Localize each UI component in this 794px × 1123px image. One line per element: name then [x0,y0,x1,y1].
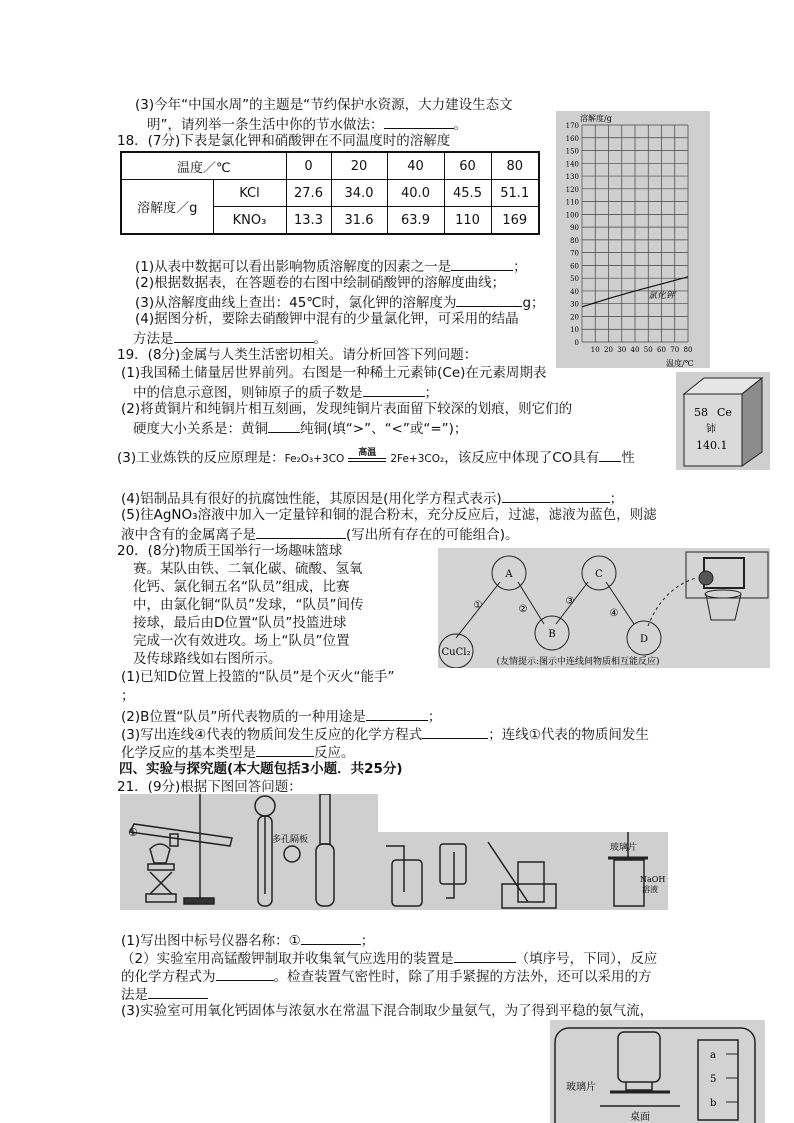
link-label: ① [473,600,483,611]
temp-cell: 40 [387,152,444,180]
answer-blank [216,966,274,981]
temp-cell: 80 [491,152,539,180]
answer-blank [384,114,454,129]
label-1: ① [128,826,138,839]
answer-blank [422,724,488,739]
substance-cell: KNO₃ [213,207,286,235]
q18-title: 18．(7分)下表是氯化钾和硝酸钾在不同温度时的溶解度 [117,133,451,149]
equation-right: 2Fe+3CO₂ [390,453,445,465]
question-text: 方法是 [133,331,174,347]
y-tick-label: 100 [565,211,579,220]
q17-line2 [147,114,467,134]
question-text: ；连线①代表的物质间发生 [488,727,649,743]
y-tick-label: 0 [574,339,579,347]
table-row [121,180,539,207]
answer-blank [148,984,208,999]
x-tick-label: 80 [683,346,693,354]
link-label: ③ [565,596,575,607]
question-text: 纯铜(填“>”、“<”或“=”)； [300,421,468,437]
q20-line: 接球，最后由D位置“队员”投篮进球 [133,615,347,631]
section-4-heading: 四、实验与探究题(本大题包括3小题．共25分) [119,761,403,777]
value-cell: 51.1 [491,180,539,207]
q21-s2c [121,966,652,986]
punct: ； [513,259,527,275]
x-tick-label: 10 [590,346,600,354]
q19-s2a: (2)将黄铜片和纯铜片相互刻画，发现纯铜片表面留下较深的划痕，则它们的 [121,401,573,417]
y-tick-label: 10 [570,326,579,335]
value-cell: 31.6 [331,207,387,235]
q20-s3c [121,742,355,762]
q18-s3 [135,292,545,312]
atomic-number: 58 [694,406,708,419]
punct: ； [609,491,624,507]
element-name: 铈 [706,424,716,435]
q20-line: 20．(8分)物质王国举行一场趣味篮球 [117,543,343,559]
punct: 。 [313,331,327,347]
x-tick-label: 30 [617,346,627,354]
y-tick-label: 50 [570,275,579,284]
chart-xlabel: 温度/℃ [666,359,694,368]
temp-cell: 20 [331,152,387,180]
y-tick-label: 60 [570,262,579,271]
apparatus-figure-defg [378,832,668,910]
question-text: (3)从溶解度曲线上查出：45℃时，氯化钾的溶解度为 [135,295,457,311]
y-tick-label: 110 [565,198,579,207]
node-label: CuCl₂ [441,647,471,658]
temp-cell: 60 [444,152,491,180]
y-tick-label: 130 [565,173,579,182]
temp-cell: 0 [286,152,331,180]
value-cell: 45.5 [444,180,491,207]
y-tick-label: 170 [565,122,579,130]
q20-s1b: ； [121,688,135,704]
table-header-row [121,152,539,180]
solution-label: 溶液 [642,885,658,894]
answer-blank [174,328,314,343]
q19-s5b [121,524,519,544]
q17-prompt: 明”，请列举一条生活中你的节水做法： [147,117,384,133]
punct: ； [427,709,442,725]
y-tick-label: 120 [565,185,579,194]
q19-title: 19．(8分)金属与人类生活密切相关。请分析回答下列问题： [117,347,478,363]
answer-blank [451,256,513,271]
q19-s3 [117,447,635,468]
q20-line: 完成一次有效进攻。场上“队员”位置 [133,633,350,649]
solubility-table [120,151,540,235]
question-text: (写出所有存在的可能组合)。 [346,527,519,543]
y-tick-label: 80 [570,236,579,245]
y-tick-label: 30 [570,300,579,309]
question-text: 。检查装置气密性时，除了用手紧握的方法外，还可以采用的方 [273,969,652,985]
q19-s1a: (1)我国稀土储量居世界前列。右图是一种稀土元素铈(Ce)在元素周期表 [121,365,547,381]
question-text: （2）实验室用高锰酸钾制取并收集氧气应选用的装置是 [121,951,454,967]
answer-blank [454,948,516,963]
substance-cell: KCl [213,180,286,207]
question-text: 硬度大小关系是：黄铜 [133,421,268,437]
answer-blank [502,488,610,503]
punct: 。 [453,117,467,133]
q19-s1b [133,382,438,402]
value-cell: 27.6 [286,180,331,207]
value-cell: 110 [444,207,491,235]
diagram-hint: (友情提示:图示中连线间物质相互能反应) [496,657,660,667]
answer-blank [268,418,300,433]
value-cell: 13.3 [286,207,331,235]
q21-s1 [121,930,374,950]
q21-title: 21．(9分)根据下图回答问题： [117,779,302,795]
ruler-mark-a: a [710,1050,716,1061]
q21-s3: (3)实验室可用氧化钙固体与浓氨水在常温下混合制取少量氨气，为了得到平稳的氨气流， [121,1003,654,1019]
question-text: 液中含有的金属离子是 [121,527,256,543]
answer-blank [366,706,428,721]
q19-s4 [121,488,623,508]
value-cell: 63.9 [387,207,444,235]
y-tick-label: 150 [565,147,579,156]
q20-line: 赛。某队由铁、二氧化碳、硫酸、氢氧 [133,561,363,577]
y-tick-label: 70 [570,249,579,258]
question-text: (1)从表中数据可以看出影响物质溶解度的因素之一是 [135,259,452,275]
gas-bottle-ruler-figure [550,1020,765,1123]
node-label: B [548,629,556,640]
kcl-curve-label: 氯化钾 [648,291,676,301]
y-tick-label: 160 [565,134,579,143]
solubility-label: 溶解度／g [121,180,213,235]
answer-blank [363,382,425,397]
punct: ； [360,933,375,949]
x-tick-label: 40 [630,346,640,354]
q18-s1 [135,256,527,276]
temp-label: 温度／℃ [121,152,286,180]
q20-s2 [121,706,441,726]
glass-plate-label: 玻璃片 [566,1082,596,1093]
q19-s5a: (5)往AgNO₃溶液中加入一定量锌和铜的混合粉末，充分反应后，过滤，滤液为蓝色，则滤 [121,507,657,523]
reaction-arrow [348,448,386,462]
q17-line1: (3)今年“中国水周”的主题是“节约保护水资源，大力建设生态文 [135,97,513,113]
value-cell: 169 [491,207,539,235]
reaction-condition: 高温 [358,448,377,458]
x-tick-label: 70 [670,346,680,354]
y-tick-label: 90 [570,224,579,233]
link-label: ② [518,604,528,615]
cerium-element-card [676,372,770,470]
question-text: 的化学方程式为 [121,969,216,985]
y-tick-label: 40 [570,287,579,296]
answer-blank [599,447,621,462]
question-text: (3)写出连线④代表的物质间发生反应的化学方程式 [121,727,423,743]
q19-s2b [133,418,467,438]
y-tick-label: 20 [570,313,579,322]
q20-line: 中，由氯化铜“队员”发球，“队员”间传 [133,597,364,613]
equation-left: Fe₂O₃+3CO [284,453,345,465]
q18-s2: (2)根据数据表，在答题卷的右图中绘制硝酸钾的溶解度曲线； [135,275,506,291]
question-text: ，该反应中体现了CO具有 [444,450,600,466]
node-label: A [505,569,513,580]
ruler-mark-b: b [710,1098,717,1109]
basketball-icon [699,571,713,585]
glass-plate-label: 玻璃片 [610,843,638,853]
question-text: 中的信息示意图，则铈原子的质子数是 [133,385,363,401]
question-text: （填序号，下同），反应 [515,951,658,967]
answer-blank [256,524,346,539]
q20-s1: (1)已知D位置上投篮的“队员”是个灭火“能手” [121,669,395,685]
q20-s3 [121,724,649,744]
element-symbol: Ce [717,406,732,419]
q20-line: 及传球路线如右图所示。 [133,651,282,667]
ruler-mark-5: 5 [710,1074,717,1085]
naoh-label: NaOH [640,875,666,884]
link-label: ④ [609,608,619,619]
question-text: 性 [621,450,635,466]
x-tick-label: 60 [657,346,666,354]
q18-s4: (4)据图分析，要除去硝酸钾中混有的少量氯化钾，可采用的结晶 [135,311,519,327]
answer-blank [301,930,361,945]
chart-ylabel: 溶解度/g [580,114,612,123]
solubility-chart [556,111,710,368]
question-text: (4)铝制品具有很好的抗腐蚀性能，其原因是(用化学方程式表示) [121,491,502,507]
answer-blank [256,742,314,757]
q18-s4b [133,328,327,348]
atomic-mass: 140.1 [696,439,728,452]
apparatus-figure-abc [120,794,378,910]
q21-s2e [121,984,208,1004]
q20-line: 化钙、氯化铜五名“队员”组成，比赛 [133,579,350,595]
x-tick-label: 50 [643,346,653,354]
question-text: 反应。 [314,745,355,761]
punct: g； [522,295,545,311]
value-cell: 34.0 [331,180,387,207]
x-tick-label: 20 [604,346,613,354]
question-text: (3)工业炼铁的反应原理是： [117,450,285,466]
question-text: (2)B位置“队员”所代表物质的一种用途是 [121,709,366,725]
answer-blank [456,292,522,307]
punct: ； [424,385,438,401]
node-label: C [595,569,603,580]
table-surface-label: 桌面 [630,1112,650,1123]
y-tick-label: 140 [565,160,579,169]
node-label: D [639,634,649,645]
question-text: 法是 [121,987,148,1003]
porous-plate-label: 多孔隔板 [272,835,309,845]
value-cell: 40.0 [387,180,444,207]
basketball-diagram [438,548,770,668]
question-text: 化学反应的基本类型是 [121,745,256,761]
q21-s2 [121,948,657,968]
question-text: (1)写出图中标号仪器名称：① [121,933,301,949]
